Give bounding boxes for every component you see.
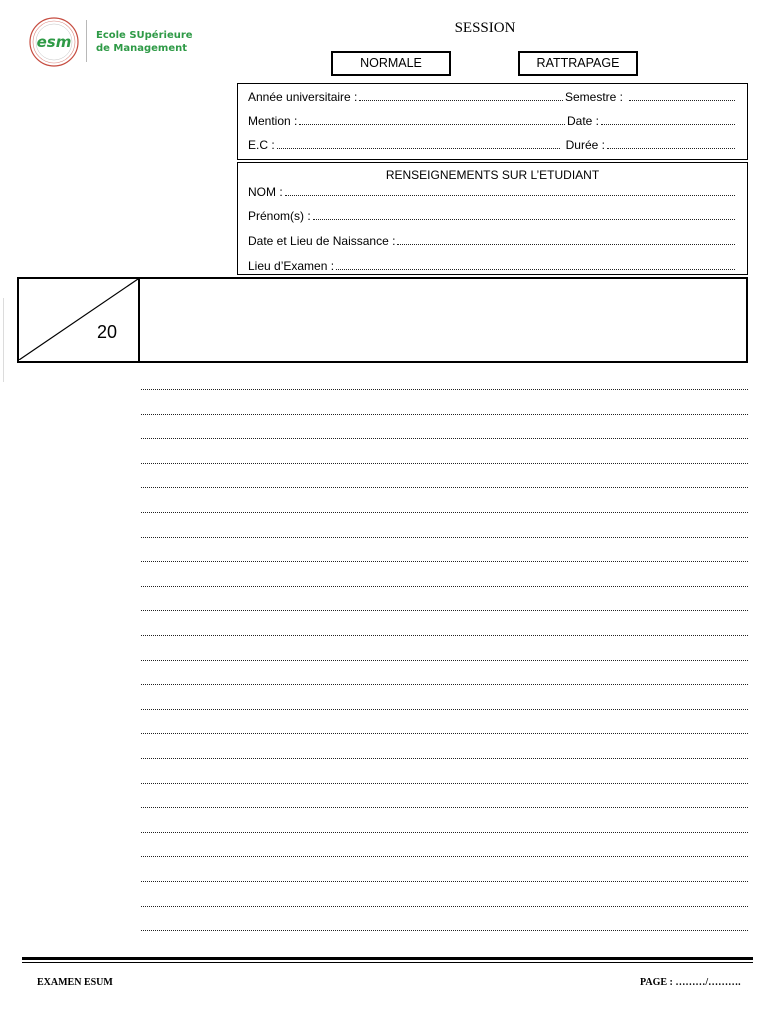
mention-date-row <box>248 112 737 128</box>
footer-exam-label: EXAMEN ESUM <box>37 977 113 988</box>
answer-line[interactable] <box>141 709 748 710</box>
footer-rule-thin <box>22 962 753 963</box>
answer-line[interactable] <box>141 610 748 611</box>
naissance-label: Date et Lieu de Naissance : <box>248 234 396 248</box>
nom-row <box>248 183 737 199</box>
answer-line[interactable] <box>141 635 748 636</box>
answer-line[interactable] <box>141 906 748 907</box>
nom-field[interactable] <box>285 195 735 196</box>
naissance-row <box>248 232 737 248</box>
school-name-line2: de Management <box>96 43 188 54</box>
lieu-examen-label: Lieu d’Examen : <box>248 259 335 273</box>
school-name-line1: Ecole SUpérieure <box>96 30 193 41</box>
answer-line[interactable] <box>141 807 748 808</box>
ec-label: E.C : <box>248 138 275 152</box>
nom-label: NOM : <box>248 185 283 199</box>
naissance-field[interactable] <box>397 244 735 245</box>
footer-rule <box>22 957 753 960</box>
answer-line[interactable] <box>141 660 748 661</box>
examiner-comment-area[interactable] <box>140 279 746 361</box>
prenom-label: Prénom(s) : <box>248 209 311 223</box>
footer-page-label: PAGE : ………/………. <box>640 977 741 988</box>
logo-brand-text: esm <box>36 33 72 51</box>
student-info-heading: RENSEIGNEMENTS SUR L’ETUDIANT <box>385 168 600 182</box>
answer-line[interactable] <box>141 463 748 464</box>
ec-duree-row <box>248 136 737 152</box>
answer-line[interactable] <box>141 881 748 882</box>
session-normale-box[interactable]: NORMALE <box>331 51 451 76</box>
school-name <box>96 29 193 55</box>
answer-line[interactable] <box>141 684 748 685</box>
annee-label: Année universitaire : <box>248 90 358 104</box>
student-info-box <box>237 162 748 275</box>
mention-label: Mention : <box>248 114 298 128</box>
answer-line[interactable] <box>141 512 748 513</box>
answer-line[interactable] <box>141 733 748 734</box>
session-rattrapage-box[interactable]: RATTRAPAGE <box>518 51 638 76</box>
duree-field[interactable] <box>607 148 735 149</box>
lieu-examen-row <box>248 257 737 273</box>
answer-line[interactable] <box>141 586 748 587</box>
ec-field[interactable] <box>277 148 560 149</box>
annee-field[interactable] <box>359 100 563 101</box>
grade-box <box>17 277 748 363</box>
answer-line[interactable] <box>141 832 748 833</box>
grade-cell[interactable] <box>19 279 140 361</box>
session-title: SESSION <box>454 20 516 36</box>
answer-line[interactable] <box>141 414 748 415</box>
lieu-examen-field[interactable] <box>336 269 735 270</box>
mention-field[interactable] <box>299 124 565 125</box>
grade-diagonal-line <box>19 279 138 360</box>
prenom-row <box>248 207 737 223</box>
date-field[interactable] <box>601 124 735 125</box>
annee-semestre-row <box>248 88 737 104</box>
answer-line[interactable] <box>141 389 748 390</box>
duree-label: Durée : <box>565 138 605 152</box>
semestre-field[interactable] <box>629 100 735 101</box>
grade-max-value: 20 <box>97 322 118 342</box>
logo-divider <box>86 20 87 62</box>
answer-line[interactable] <box>141 438 748 439</box>
esm-logo-icon <box>28 16 80 68</box>
prenom-field[interactable] <box>313 219 735 220</box>
answer-line[interactable] <box>141 537 748 538</box>
answer-line[interactable] <box>141 783 748 784</box>
answer-line[interactable] <box>141 856 748 857</box>
semestre-label: Semestre : <box>564 90 623 104</box>
answer-line[interactable] <box>141 487 748 488</box>
answer-lines-area[interactable] <box>141 389 748 934</box>
date-label: Date : <box>566 114 599 128</box>
exam-info-box <box>237 83 748 160</box>
page-edge-mark <box>3 298 4 382</box>
answer-line[interactable] <box>141 561 748 562</box>
answer-line[interactable] <box>141 930 748 931</box>
answer-line[interactable] <box>141 758 748 759</box>
